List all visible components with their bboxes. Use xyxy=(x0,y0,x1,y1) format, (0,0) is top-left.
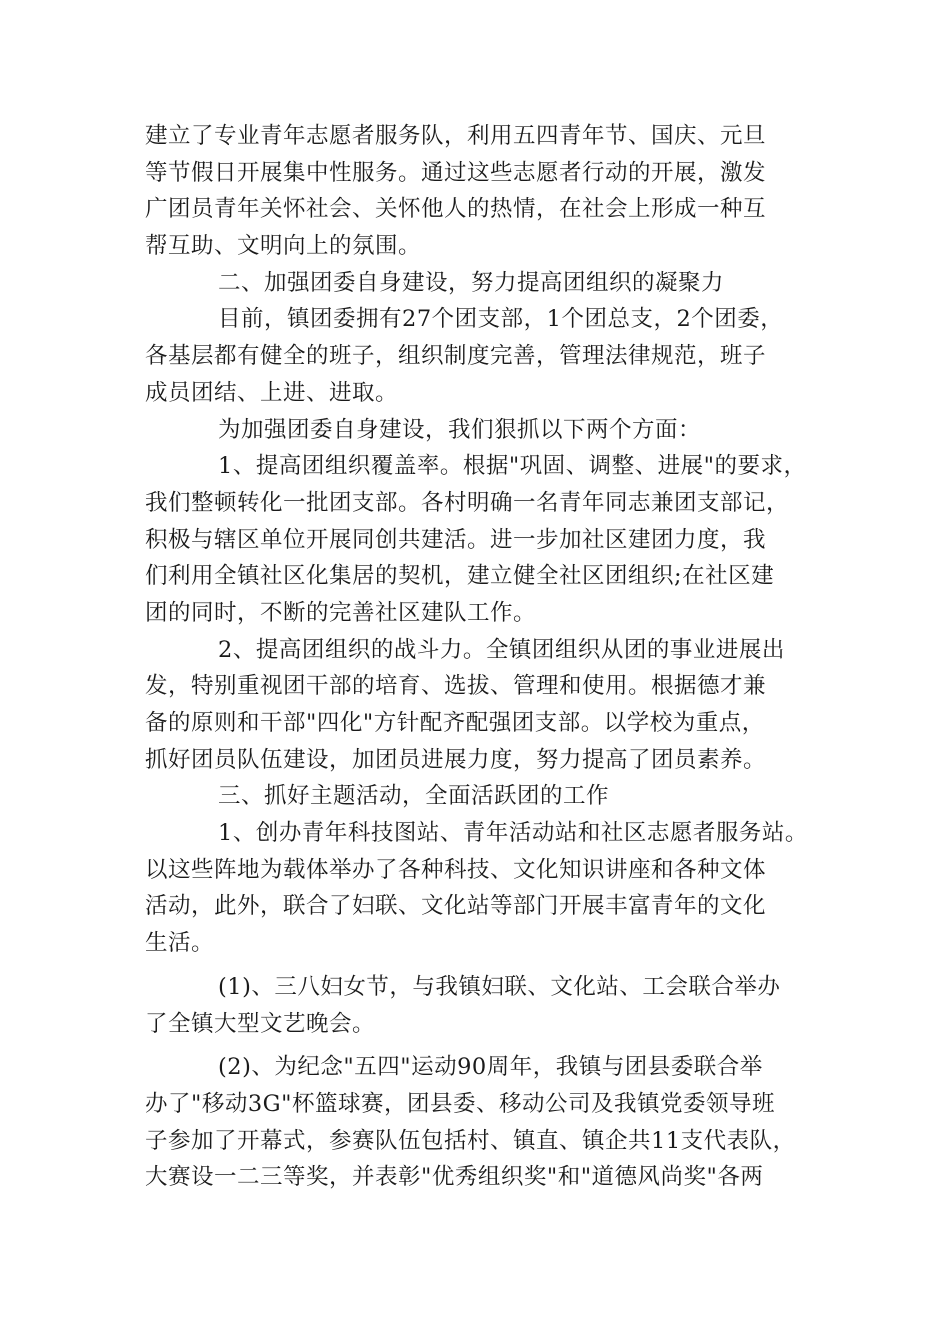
text-line: (2)、为纪念"五四"运动90周年，我镇与团县委联合举 xyxy=(218,1054,763,1081)
text-line: 活动，此外，联合了妇联、文化站等部门开展丰富青年的文化 xyxy=(145,893,767,920)
text-line: 子参加了开幕式，参赛队伍包括村、镇直、镇企共11支代表队， xyxy=(145,1127,796,1154)
text-line: 1、提高团组织覆盖率。根据"巩固、调整、进展"的要求， xyxy=(218,453,807,480)
text-line: 积极与辖区单位开展同创共建活。进一步加社区建团力度，我 xyxy=(145,526,767,553)
document-body xyxy=(145,118,825,1196)
text-line: (1)、三八妇女节，与我镇妇联、文化站、工会联合举办 xyxy=(218,973,781,1000)
section-heading: 三、抓好主题活动，全面活跃团的工作 xyxy=(218,783,610,810)
text-line: 目前，镇团委拥有27个团支部，1个团总支，2个团委， xyxy=(218,306,784,333)
text-line: 2、提高团组织的战斗力。全镇团组织从团的事业进展出 xyxy=(218,636,785,663)
text-line: 帮互助、文明向上的氛围。 xyxy=(145,233,422,260)
text-line: 备的原则和干部"四化"方针配齐配强团支部。以学校为重点， xyxy=(145,710,765,736)
text-line: 成员团结、上进、进取。 xyxy=(145,379,399,406)
text-line: 广团员青年关怀社会、关怀他人的热情，在社会上形成一种互 xyxy=(145,196,767,223)
text-line: 抓好团员队伍建设，加团员进展力度，努力提高了团员素养。 xyxy=(145,746,767,773)
text-line: 各基层都有健全的班子，组织制度完善，管理法律规范，班子 xyxy=(145,343,767,370)
text-line: 了全镇大型文艺晚会。 xyxy=(145,1010,376,1037)
text-line: 1、创办青年科技图站、青年活动站和社区志愿者服务站。 xyxy=(218,820,808,847)
text-line: 办了"移动3G"杯篮球赛，团县委、移动公司及我镇党委领导班 xyxy=(145,1090,775,1117)
text-line: 以这些阵地为载体举办了各种科技、文化知识讲座和各种文体 xyxy=(145,856,767,883)
paragraph-gap xyxy=(145,1042,825,1049)
text-line: 生活。 xyxy=(145,930,215,957)
text-line: 等节假日开展集中性服务。通过这些志愿者行动的开展，激发 xyxy=(145,159,767,186)
text-line: 建立了专业青年志愿者服务队，利用五四青年节、国庆、元旦 xyxy=(145,123,767,149)
section-heading: 二、加强团委自身建设，努力提高团组织的凝聚力 xyxy=(218,269,725,296)
paragraph-gap xyxy=(145,962,825,969)
text-line: 发，特别重视团干部的培育、选拔、管理和使用。根据德才兼 xyxy=(145,673,767,700)
text-line: 为加强团委自身建设，我们狠抓以下两个方面： xyxy=(218,416,702,443)
text-line: 我们整顿转化一批团支部。各村明确一名青年同志兼团支部记， xyxy=(145,489,790,516)
text-line: 大赛设一二三等奖，并表彰"优秀组织奖"和"道德风尚奖"各两 xyxy=(145,1164,764,1191)
text-line: 团的同时，不断的完善社区建队工作。 xyxy=(145,599,537,626)
text-line: 们利用全镇社区化集居的契机，建立健全社区团组织;在社区建 xyxy=(145,563,775,590)
